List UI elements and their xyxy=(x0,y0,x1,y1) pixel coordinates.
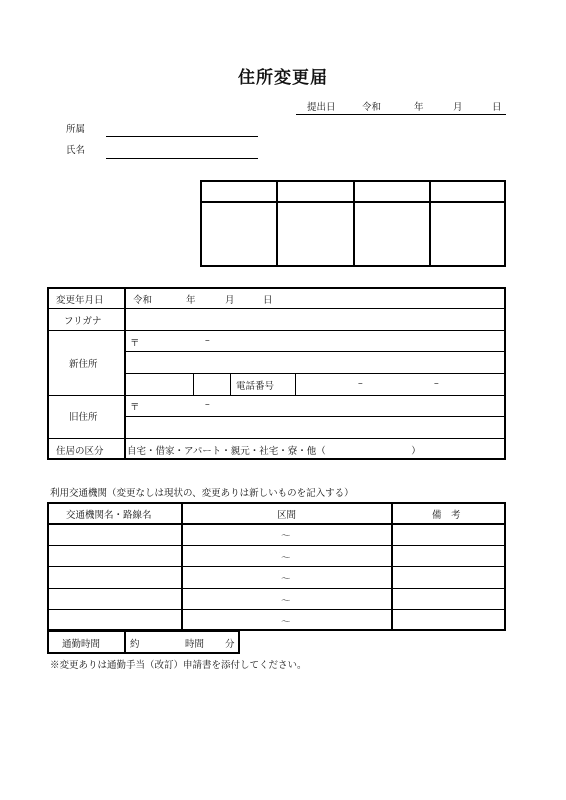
commute-divider xyxy=(124,631,126,654)
commute-minutes: 分 xyxy=(225,639,235,650)
transport-row-line xyxy=(47,566,506,567)
submission-underline xyxy=(296,114,506,115)
new-address-label: 新住所 xyxy=(69,359,98,370)
change-date-year: 年 xyxy=(186,295,196,306)
phone-label: 電話番号 xyxy=(236,381,275,392)
row-line xyxy=(124,416,506,417)
phone-dash-2: – xyxy=(434,378,439,389)
stamp-divider xyxy=(429,180,431,267)
submission-era: 令和 xyxy=(362,102,382,113)
column-header-route: 交通機関名・路線名 xyxy=(66,510,152,521)
name-field[interactable] xyxy=(106,158,258,159)
name-label: 氏名 xyxy=(66,145,86,156)
page-title: 住所変更届 xyxy=(238,68,328,88)
transport-heading: 利用交通機関（変更なしは現状の、変更ありは新しいものを記入する） xyxy=(50,488,354,499)
footnote: ※変更ありは通勤手当（改訂）申請書を添付してください。 xyxy=(50,660,307,671)
section-tilde: ～ xyxy=(281,553,291,564)
phone-divider xyxy=(193,373,194,395)
submission-label: 提出日 xyxy=(307,102,336,113)
commute-hours: 時間 xyxy=(185,639,205,650)
old-postal-dash: – xyxy=(205,399,210,410)
transport-row-line xyxy=(47,545,506,546)
commute-label: 通勤時間 xyxy=(62,639,101,650)
change-date-era: 令和 xyxy=(133,295,153,306)
furigana-label: フリガナ xyxy=(64,316,102,327)
old-address-label: 旧住所 xyxy=(69,412,98,423)
stamp-divider xyxy=(353,180,355,267)
submission-month: 月 xyxy=(453,102,463,113)
old-postal-mark: 〒 xyxy=(130,402,140,413)
department-label: 所属 xyxy=(66,124,86,135)
transport-row-line xyxy=(47,609,506,610)
department-field[interactable] xyxy=(106,136,258,137)
phone-divider xyxy=(230,373,231,395)
section-tilde: ～ xyxy=(281,596,291,607)
change-date-month: 月 xyxy=(225,295,235,306)
change-date-day: 日 xyxy=(263,295,273,306)
section-tilde: ～ xyxy=(281,531,291,542)
row-line xyxy=(124,351,506,352)
submission-day: 日 xyxy=(492,102,502,113)
new-postal-dash: – xyxy=(205,335,210,346)
phone-dash-1: – xyxy=(358,378,363,389)
residence-options: 自宅・借家・アパート・親元・社宅・寮・他（ ） xyxy=(127,446,421,457)
row-line xyxy=(47,395,506,396)
row-line xyxy=(47,308,506,309)
commute-approx: 約 xyxy=(130,639,140,650)
change-date-label: 変更年月日 xyxy=(56,295,104,306)
stamp-divider xyxy=(276,180,278,267)
column-header-remarks: 備 考 xyxy=(432,510,461,521)
phone-divider xyxy=(295,373,296,395)
residence-label: 住居の区分 xyxy=(56,446,104,457)
submission-year: 年 xyxy=(414,102,424,113)
transport-header-line xyxy=(47,523,506,525)
row-line xyxy=(124,373,506,374)
transport-row-line xyxy=(47,588,506,589)
section-tilde: ～ xyxy=(281,617,291,628)
row-line xyxy=(47,330,506,331)
new-postal-mark: 〒 xyxy=(130,338,140,349)
row-line xyxy=(47,438,506,439)
column-header-section: 区間 xyxy=(277,510,297,521)
section-tilde: ～ xyxy=(281,574,291,585)
